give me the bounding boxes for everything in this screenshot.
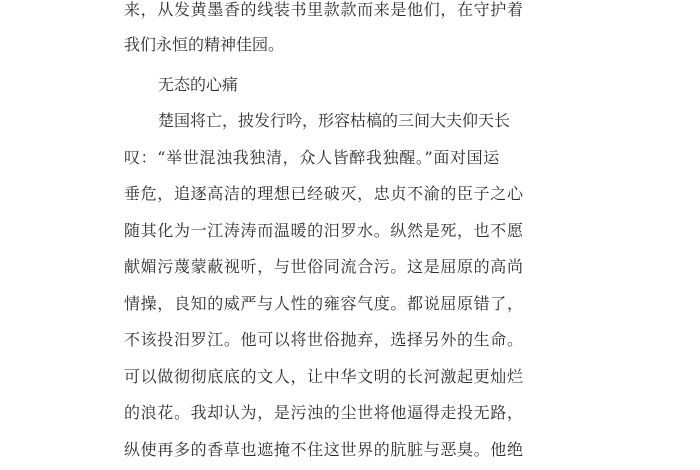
body-text-line: 献媚污蔑蒙蔽视听，与世俗同流合污。这是屈原的高尚 [124, 257, 524, 276]
body-text-line: 我们永恒的精神佳园。 [124, 35, 285, 54]
section-heading: 无态的心痛 [158, 75, 239, 94]
body-text-line: 来，从发黄墨香的线装书里款款而来是他们，在守护着 [124, 0, 524, 19]
body-text-line: 垂危，追逐高洁的理想已经破灭，忠贞不渝的臣子之心 [124, 184, 524, 203]
body-text-line: 情操，良知的威严与人性的雍容气度。都说屈原错了， [124, 294, 524, 313]
body-text-line: 叹：“举世混浊我独清，众人皆醉我独醒。”面对国运 [124, 148, 500, 167]
body-text-line: 不该投汨罗江。他可以将世俗抛弃，选择另外的生命。 [124, 330, 524, 349]
body-text-line: 的浪花。我却认为，是污浊的尘世将他逼得走投无路， [124, 403, 524, 422]
body-text-line: 可以做彻彻底底的文人，让中华文明的长河激起更灿烂 [124, 367, 524, 386]
body-text-line: 纵使再多的香草也遮掩不住这世界的肮脏与恶臭。他绝 [124, 440, 524, 459]
body-text-line: 随其化为一江涛涛而温暖的汨罗水。纵然是死，也不愿 [124, 221, 524, 240]
paragraph-first-line: 楚国将亡，披发行吟，形容枯槁的三间大夫仰天长 [158, 111, 511, 130]
